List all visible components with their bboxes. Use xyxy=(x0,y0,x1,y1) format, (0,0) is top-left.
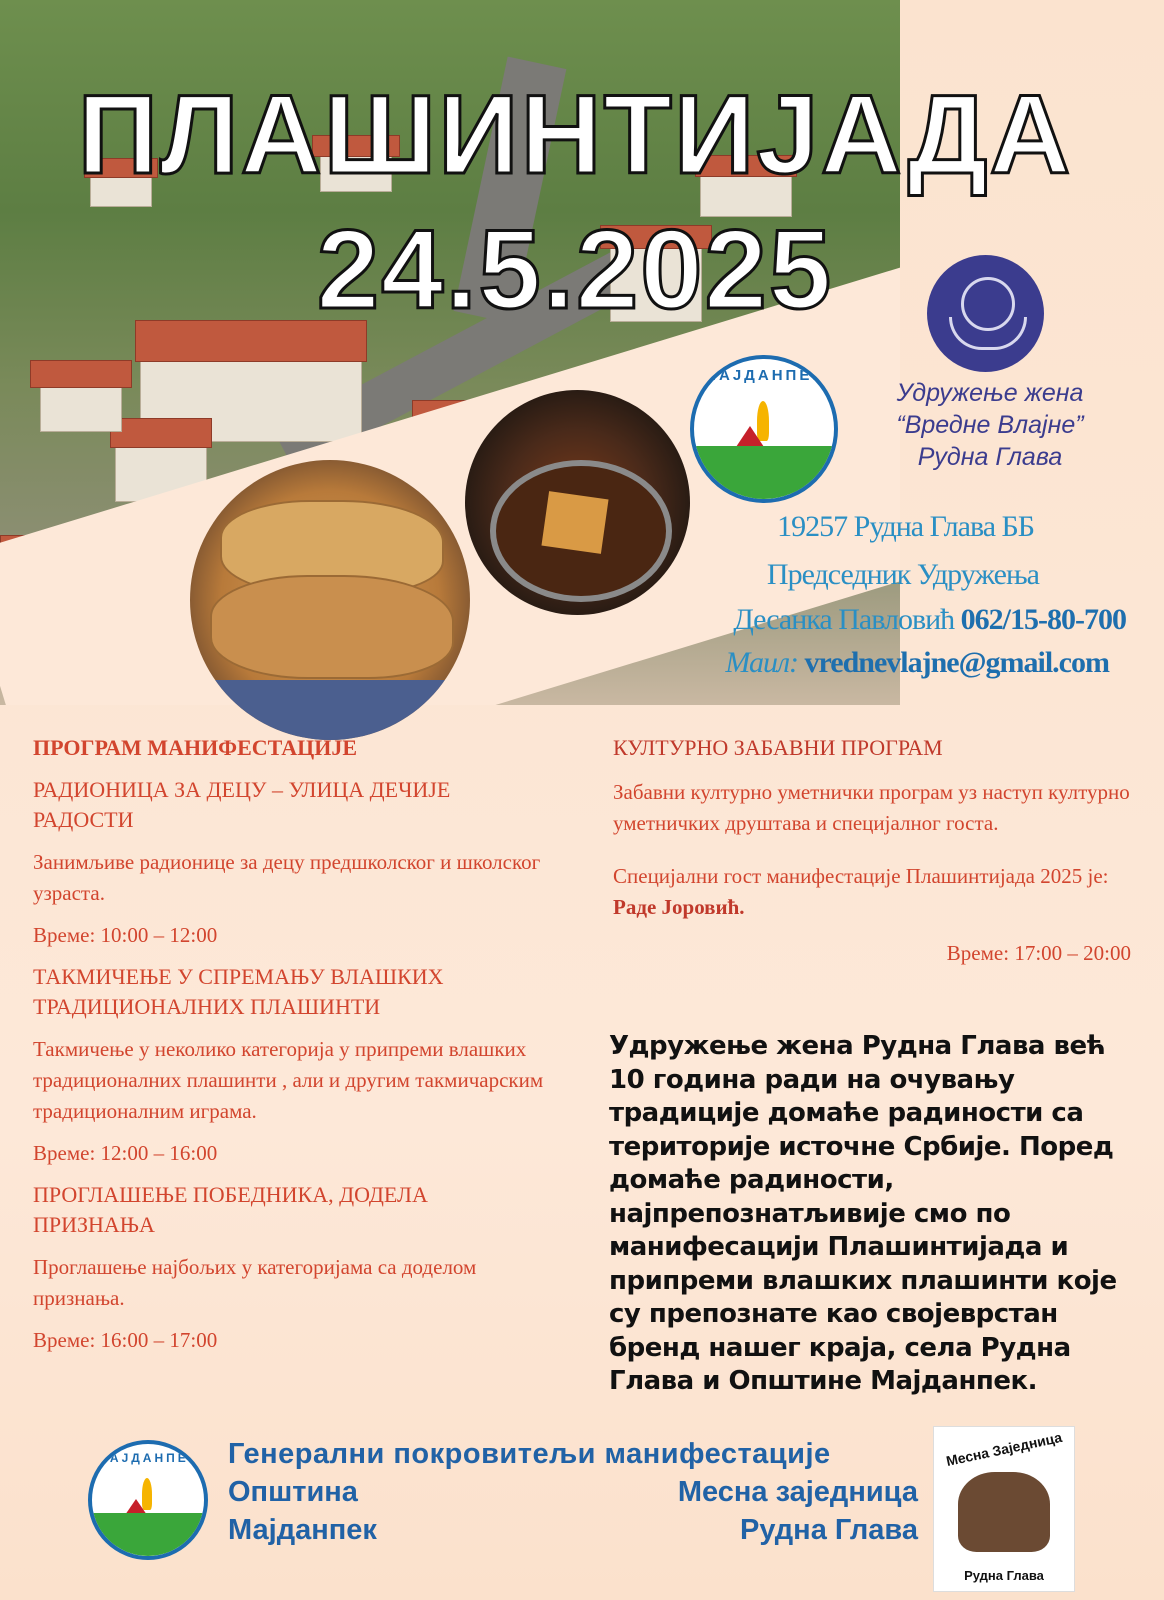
phone-number: 062/15-80-700 xyxy=(960,603,1126,636)
cultural-time: Време: 17:00 – 20:00 xyxy=(946,941,1131,965)
program-heading: ПРОГРАМ МАНИФЕСТАЦИЈЕ xyxy=(33,735,358,760)
special-guest xyxy=(613,861,1133,923)
program-item-desc: Занимљиве радионице за децу предшколског и школског узраста. xyxy=(33,850,541,905)
event-title: ПЛАШИНТИЈАДА xyxy=(77,72,1073,197)
sponsor-municipality-line1: Општина xyxy=(228,1476,358,1508)
sponsor-municipality-line2: Мајданпек xyxy=(228,1514,377,1546)
contact-role: Председник Удружења xyxy=(766,558,1039,591)
frying-pan-photo xyxy=(465,390,690,615)
event-date: 24.5.2025 xyxy=(316,207,834,332)
program-item-desc: Такмичење у неколико категорија у припреми влашких традиционалних плашинти , али и другим такмичарским традиционалним играма. xyxy=(33,1037,544,1123)
president-name: Десанка Павловић xyxy=(733,603,955,636)
mail-label: Маил: xyxy=(725,646,799,679)
guest-intro: Специјални гост манифестације Плашинтијада 2025 је: xyxy=(613,864,1109,888)
sponsor-mz-line1: Месна заједница xyxy=(677,1476,918,1508)
program-item-time: Време: 12:00 – 16:00 xyxy=(33,1141,218,1165)
majdanpek-logo: МАЈДАНПЕК xyxy=(690,355,838,503)
program-column xyxy=(33,735,553,1353)
mesna-zajednica-logo: Месна Заједница Рудна Глава xyxy=(933,1426,1075,1592)
program-item-desc: Проглашење најбољих у категоријама са доделом признања. xyxy=(33,1255,477,1310)
sponsors-block xyxy=(228,1435,918,1549)
email-address: vrednevlajne@gmail.com xyxy=(804,646,1109,679)
association-about-text: Удружење жена Рудна Глава већ 10 година ради на очувању традиције домаће радиности са територије источне Србије. Поред домаће радиности, најпрепознатљивије смо по манифесацији Плашинтијада и припреми влашких плашинти које су препознате као својеврстан бренд нашег краја, села Рудна Глава и Општине Мајданпек. xyxy=(609,1031,1117,1396)
contact-address: 19257 Рудна Глава ББ xyxy=(777,510,1034,543)
sponsors-heading: Генерални покровитељи манифестације xyxy=(228,1438,831,1470)
program-item-time: Време: 16:00 – 17:00 xyxy=(33,1328,218,1352)
sponsor-mz-line2: Рудна Глава xyxy=(740,1514,918,1546)
plasinte-plate-photo xyxy=(190,460,470,740)
program-item-title: ПРОГЛАШЕЊЕ ПОБЕДНИКА, ДОДЕЛА ПРИЗНАЊА xyxy=(33,1182,428,1237)
program-item-time: Време: 10:00 – 12:00 xyxy=(33,923,218,947)
contact-president xyxy=(733,603,1126,637)
cultural-heading: КУЛТУРНО ЗАБАВНИ ПРОГРАМ xyxy=(613,735,943,760)
contact-email xyxy=(725,646,1109,680)
cultural-column xyxy=(613,735,1133,966)
majdanpek-footer-logo: МАЈДАНПЕК xyxy=(88,1440,208,1560)
association-logo xyxy=(927,255,1044,372)
program-item-title: РАДИОНИЦА ЗА ДЕЦУ – УЛИЦА ДЕЧИЈЕ РАДОСТИ xyxy=(33,777,451,832)
guest-name: Раде Јоровић. xyxy=(613,895,745,919)
cultural-desc: Забавни културно уметнички програм уз наступ културно уметничких друштава и специјалног госта. xyxy=(613,780,1130,835)
program-item-title: ТАКМИЧЕЊЕ У СПРЕМАЊУ ВЛАШКИХ ТРАДИЦИОНАЛНИХ ПЛАШИНТИ xyxy=(33,964,444,1019)
association-name: Удружење жена “Вредне Влајне” Рудна Глава xyxy=(896,379,1084,471)
